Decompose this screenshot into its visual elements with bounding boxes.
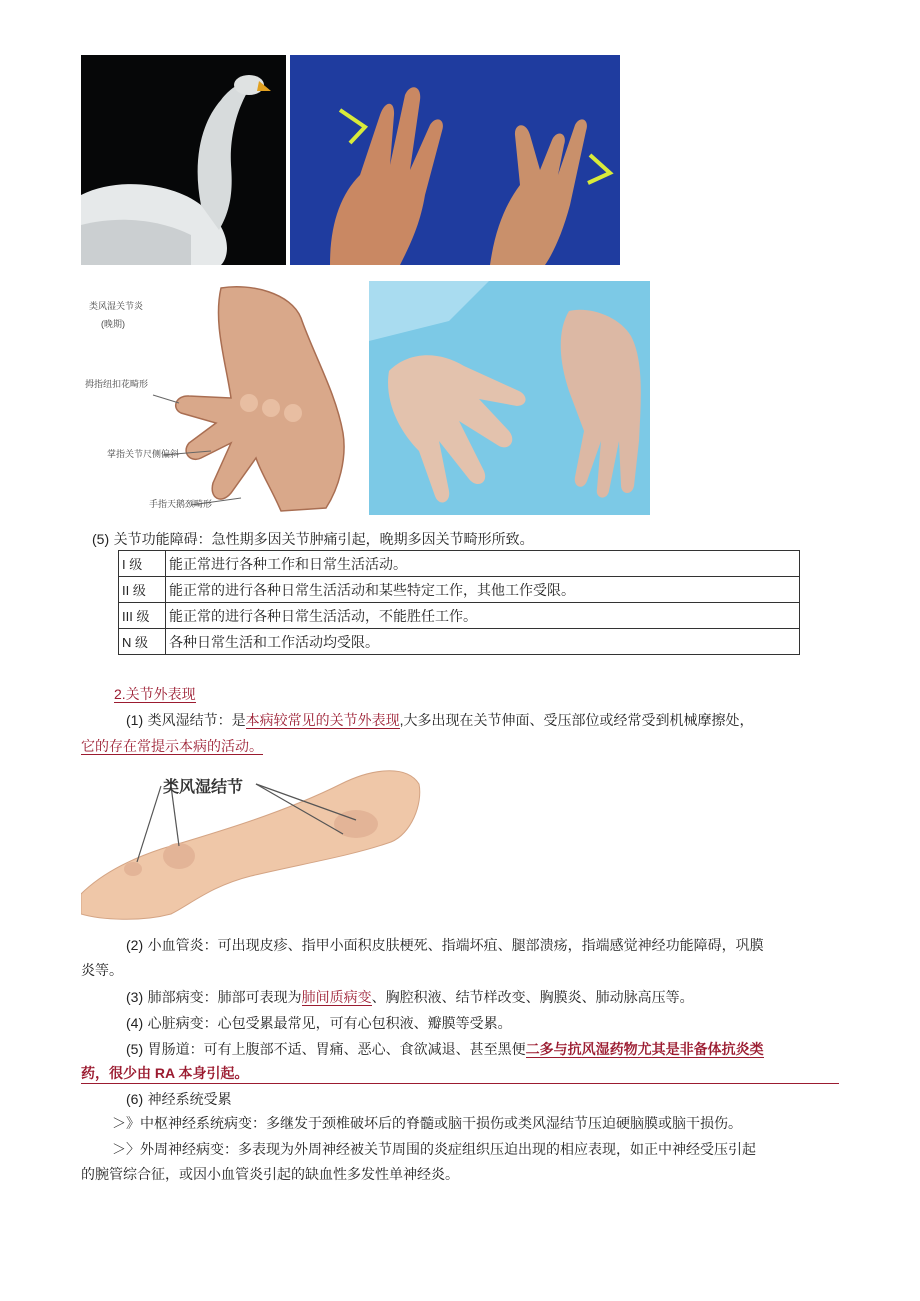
grade-cell: N 级 [119,629,166,655]
arm-label: 类风湿结节 [163,779,244,796]
p3-text-a: 肺部病变：肺部可表现为 [147,990,302,1006]
p6-text-a: 神经系统受累 [147,1092,232,1108]
p2-line1 [126,935,764,956]
p1-text-c: ,大多出现在关节伸面、受压部位或经常受到机械摩擦处， [399,712,754,728]
ra-hand-diagram [81,283,356,515]
p1-line2 [81,736,263,757]
p3-highlight: 肺间质病变 [301,989,372,1005]
grade-desc: 能正常的进行各种日常生活活动和某些特定工作，其他工作受限。 [166,577,800,603]
grade-cell: III 级 [119,603,166,629]
p5-highlight: 二多与抗风湿药物尤其是非备体抗炎类 [525,1041,764,1057]
ra-hands-photo [369,281,650,515]
grade-cell: I 级 [119,551,166,577]
hands-illustration [290,55,620,265]
p5-line1 [126,1039,764,1060]
diagram-label-thumb: 拇指纽扣花畸形 [85,379,149,389]
p8-text-b: 的腕管综合征，或因小血管炎引起的缺血性多发性单神经炎。 [81,1167,459,1183]
section-divider [81,1083,839,1084]
section2-title [114,684,196,705]
section2-title-text: 2.关节外表现 [114,686,196,702]
swan-illustration [81,55,286,265]
p2-text-a: 小血管炎：可出现皮疹、指甲小面积皮肤梗死、指端坏疽、腿部溃疡，指端感觉神经功能障碍，巩膜 [147,938,764,954]
sec5-line [92,529,534,550]
p2-text-b: 炎等。 [81,963,123,979]
p1-line1 [126,710,753,731]
table-row [119,577,800,603]
p2-prefix: (2) [126,937,144,953]
p6-prefix: (6) [126,1091,144,1107]
sec5-prefix: (5) [92,531,110,547]
p4-text-a: 心脏病变：心包受累最常见，可有心包积液、瓣膜等受累。 [147,1016,512,1032]
diagram-label-mcp: 掌指关节尺侧偏斜 [107,449,180,459]
function-grade-table [118,550,800,655]
p8-text-a: ＞〉外周神经病变：多表现为外周神经被关节周围的炎症组织压迫出现的相应表现，如正中神经受压引起 [112,1142,756,1158]
p4-prefix: (4) [126,1015,144,1031]
p1-highlight: 本病较常见的关节外表现 [245,712,400,728]
p5-line2 [81,1063,248,1084]
p4-line [126,1013,512,1034]
table-row [119,603,800,629]
p1-highlight-2: 它的存在常提示本病的活动。 [81,738,263,754]
swan-neck-hands-photo [290,55,620,265]
p5-highlight-2: 药，很少由 RA 本身引起。 [81,1065,249,1081]
grade-cell: II 级 [119,577,166,603]
p6-line [126,1089,232,1110]
sec5-text: 关节功能障碍：急性期多因关节肿痛引起，晚期多因关节畸形所致。 [113,532,534,548]
table-row [119,551,800,577]
p1-text-a: 类风湿结节：是 [147,713,246,729]
table-row [119,629,800,655]
diagram-label-swan: 手指天鹅颈畸形 [149,499,213,509]
p7-text: ＞》中枢神经系统病变：多继发于颈椎破坏后的脊髓或脑干损伤或类风湿结节压迫硬脑膜或脑干损伤。 [112,1116,742,1132]
p1-prefix: (1) [126,712,144,728]
p7-line [112,1114,742,1134]
swan-neck-photo [81,55,286,265]
grade-desc: 能正常进行各种工作和日常生活活动。 [166,551,800,577]
p5-prefix: (5) [126,1041,144,1057]
p8-line1 [112,1140,756,1160]
diagram-label-title: 类风湿关节炎 [89,301,144,311]
p5-text-a: 胃肠道：可有上腹部不适、胃痛、恶心、食欲减退、甚至黑便 [147,1042,526,1058]
hands-blue-illustration [369,281,650,515]
rheumatoid-nodule-arm-image [81,764,423,922]
grade-desc: 能正常的进行各种日常生活活动，不能胜任工作。 [166,603,800,629]
p3-line [126,987,694,1008]
p2-line2 [81,961,123,981]
p3-text-c: 、胸腔积液、结节样改变、胸膜炎、肺动脉高压等。 [371,990,694,1006]
p3-prefix: (3) [126,989,144,1005]
diagram-label-stage: (晚期) [101,319,125,329]
arm-drawing [81,764,423,922]
p8-line2 [81,1165,459,1185]
grade-desc: 各种日常生活和工作活动均受限。 [166,629,800,655]
